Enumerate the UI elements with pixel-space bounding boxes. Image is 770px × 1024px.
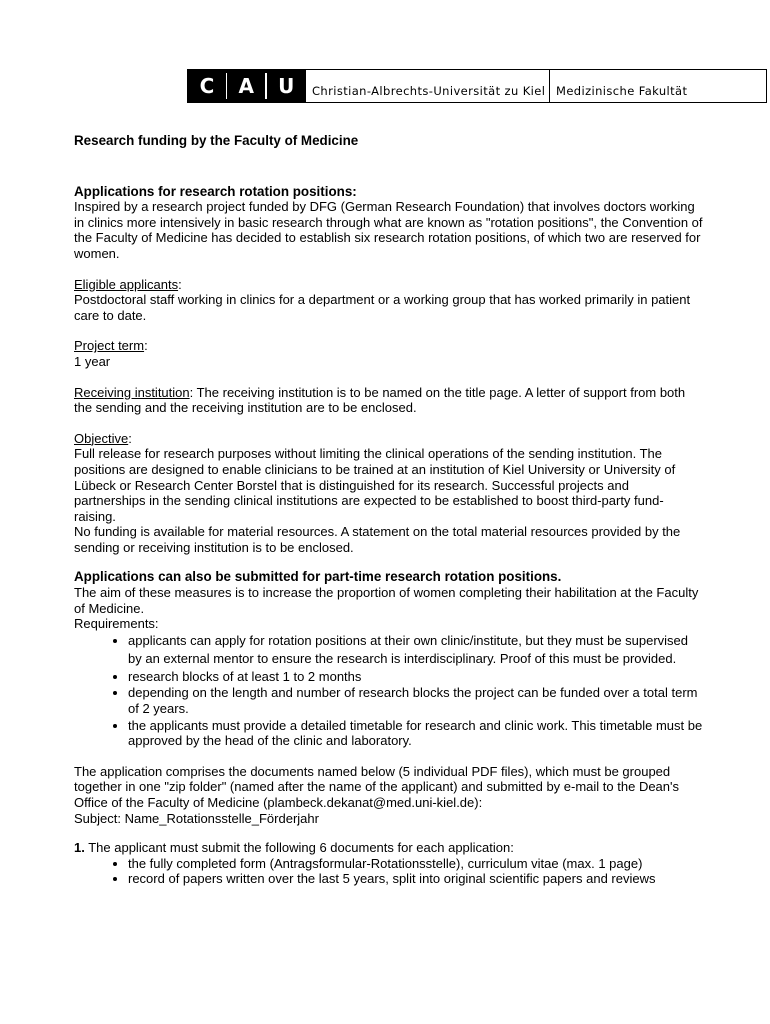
eligible-label-line: Eligible applicants: [74, 276, 182, 292]
university-name: Christian-Albrechts-Universität zu Kiel [306, 70, 550, 102]
list-item: • the fully completed form (Antragsformular-Rotationsstelle), curriculum vitae (max. 1 page) [128, 856, 704, 872]
objective-text-2: No funding is available for material resources. A statement on the total material resources provided by the sending or receiving institution is to be enclosed. [74, 524, 681, 555]
list-item: • the applicants must provide a detailed timetable for research and clinic work. This timetable must be approved by the head of the clinic and laboratory. [128, 718, 704, 749]
receiving-paragraph [74, 385, 704, 416]
receiving-text: : The receiving institution is to be named on the title page. A letter of support from both the sending and the receiving institution are to be enclosed. [74, 384, 686, 416]
requirements-label: Requirements: [74, 616, 159, 632]
objective-text-1: Full release for research purposes without limiting the clinical operations of the sending institution. The positions are designed to enable clinicians to be trained at an institution of Kiel University or University of Lübeck or Research Center Borstel that is distinguished for its research. Successful projects and partnerships in the sending clinical institutions are expected to be established to boost third-party fund-raising. [74, 446, 676, 524]
list-item: • applicants can apply for rotation positions at their own clinic/institute, but they must be supervised by an external mentor to ensure the research is interdisciplinary. Proof of this must be provided. [128, 632, 704, 668]
objective-label-line: Objective: [74, 430, 132, 446]
list-item: • record of papers written over the last 5 years, split into original scientific papers and reviews [128, 871, 704, 887]
application-subject: Subject: Name_Rotationsstelle_Förderjahr [74, 810, 319, 826]
documents-intro: The applicant must submit the following 6 documents for each application: [88, 840, 514, 856]
logo-letter-a: A [238, 74, 254, 98]
page-title: Research funding by the Faculty of Medicine [74, 133, 359, 148]
eligible-label: Eligible applicants [74, 276, 179, 292]
documents-intro-line [74, 840, 704, 856]
rotation-intro: Inspired by a research project funded by DFG (German Research Foundation) that involves doctors working in clinics more intensively in basic research through what are known as "rotation positions", the Convention of the Faculty of Medicine has decided to establish six research rotation positions, of which two are reserved for women. [74, 199, 703, 261]
logo-divider [265, 73, 267, 99]
list-item: • research blocks of at least 1 to 2 months [128, 669, 704, 685]
term-text: 1 year [74, 353, 111, 369]
logo-letter-u: U [278, 74, 295, 98]
cau-logo [188, 70, 306, 102]
document-body [74, 133, 704, 887]
logo-letter-c: C [199, 74, 215, 98]
term-label: Project term [74, 338, 145, 354]
term-label-line: Project term: [74, 338, 148, 354]
parttime-aim: The aim of these measures is to increase the proportion of women completing their habilitation at the Faculty of Medicine. [74, 585, 699, 616]
logo-divider [226, 73, 228, 99]
list-item: • depending on the length and number of research blocks the project can be funded over a total term of 2 years. [128, 685, 704, 716]
documents-number: 1. [74, 840, 85, 856]
eligible-text: Postdoctoral staff working in clinics for a department or a working group that has worked primarily in patient care to date. [74, 292, 691, 323]
receiving-label: Receiving institution [74, 384, 190, 400]
header-logo-bar [187, 69, 767, 103]
requirements-list [74, 632, 704, 749]
parttime-heading: Applications can also be submitted for part-time research rotation positions. [74, 569, 562, 585]
application-text: The application comprises the documents named below (5 individual PDF files), which must be grouped together in one "zip folder" (named after the name of the applicant) and submitted by e-mail to the Dean's Office of the Faculty of Medicine (plambeck.dekanat@med.uni-kiel.de): [74, 763, 680, 810]
documents-list [74, 856, 704, 887]
faculty-name: Medizinische Fakultät [556, 84, 688, 98]
objective-label: Objective [74, 430, 129, 446]
rotation-heading: Applications for research rotation positions: [74, 183, 357, 199]
